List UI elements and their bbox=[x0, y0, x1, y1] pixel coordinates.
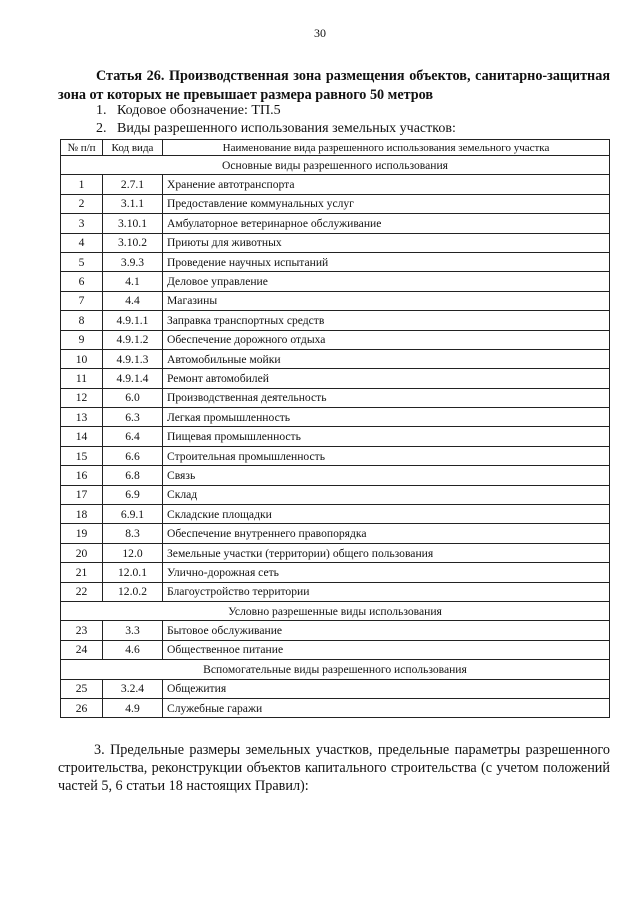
row-code: 12.0 bbox=[103, 543, 163, 562]
table-row bbox=[61, 621, 610, 640]
row-number: 8 bbox=[61, 311, 103, 330]
list-item bbox=[96, 103, 281, 119]
row-number: 6 bbox=[61, 272, 103, 291]
row-name: Служебные гаражи bbox=[163, 698, 610, 717]
table-row bbox=[61, 679, 610, 698]
row-code: 3.9.3 bbox=[103, 252, 163, 271]
row-code: 6.8 bbox=[103, 466, 163, 485]
table-row bbox=[61, 272, 610, 291]
row-code: 4.9.1.3 bbox=[103, 349, 163, 368]
table-row bbox=[61, 233, 610, 252]
paragraph-3: 3. Предельные размеры земельных участков, предельные параметры разрешенного строительства, реконструкции объектов капитального строительства (с учетом положений частей 5, 6 статьи 18 настоящих Правил): bbox=[58, 742, 610, 794]
row-code: 6.9 bbox=[103, 485, 163, 504]
section-title: Условно разрешенные виды использования bbox=[61, 601, 610, 620]
row-name: Заправка транспортных средств bbox=[163, 311, 610, 330]
row-number: 24 bbox=[61, 640, 103, 659]
row-number: 2 bbox=[61, 194, 103, 213]
table-row bbox=[61, 175, 610, 194]
page-number: 30 bbox=[314, 26, 326, 40]
row-name: Приюты для животных bbox=[163, 233, 610, 252]
row-name: Обеспечение внутреннего правопорядка bbox=[163, 524, 610, 543]
row-name: Благоустройство территории bbox=[163, 582, 610, 601]
row-number: 12 bbox=[61, 388, 103, 407]
row-name: Автомобильные мойки bbox=[163, 349, 610, 368]
header-name: Наименование вида разрешенного использования земельного участка bbox=[163, 140, 610, 156]
row-name: Улично-дорожная сеть bbox=[163, 563, 610, 582]
row-number: 25 bbox=[61, 679, 103, 698]
table-row bbox=[61, 194, 610, 213]
row-code: 4.9.1.1 bbox=[103, 311, 163, 330]
row-code: 3.1.1 bbox=[103, 194, 163, 213]
row-code: 6.3 bbox=[103, 408, 163, 427]
row-number: 23 bbox=[61, 621, 103, 640]
header-code: Код вида bbox=[103, 140, 163, 156]
row-name: Предоставление коммунальных услуг bbox=[163, 194, 610, 213]
row-code: 3.2.4 bbox=[103, 679, 163, 698]
row-code: 4.1 bbox=[103, 272, 163, 291]
table-row bbox=[61, 698, 610, 717]
table-row bbox=[61, 485, 610, 504]
list-item-number: 1. bbox=[96, 103, 107, 118]
table-row bbox=[61, 408, 610, 427]
row-number: 14 bbox=[61, 427, 103, 446]
table-row bbox=[61, 543, 610, 562]
row-name: Производственная деятельность bbox=[163, 388, 610, 407]
row-number: 22 bbox=[61, 582, 103, 601]
row-number: 1 bbox=[61, 175, 103, 194]
section-title: Основные виды разрешенного использования bbox=[61, 156, 610, 175]
table-row bbox=[61, 291, 610, 310]
row-name: Складские площадки bbox=[163, 505, 610, 524]
list-item-text: Виды разрешенного использования земельных участков: bbox=[117, 121, 456, 136]
row-code: 3.10.2 bbox=[103, 233, 163, 252]
row-number: 5 bbox=[61, 252, 103, 271]
row-code: 6.9.1 bbox=[103, 505, 163, 524]
row-name: Деловое управление bbox=[163, 272, 610, 291]
row-number: 11 bbox=[61, 369, 103, 388]
row-name: Связь bbox=[163, 466, 610, 485]
row-number: 17 bbox=[61, 485, 103, 504]
section-title: Вспомогательные виды разрешенного использования bbox=[61, 660, 610, 679]
row-name: Проведение научных испытаний bbox=[163, 252, 610, 271]
row-number: 21 bbox=[61, 563, 103, 582]
row-number: 19 bbox=[61, 524, 103, 543]
row-name: Общественное питание bbox=[163, 640, 610, 659]
row-number: 16 bbox=[61, 466, 103, 485]
row-number: 7 bbox=[61, 291, 103, 310]
row-name: Амбулаторное ветеринарное обслуживание bbox=[163, 214, 610, 233]
table-row bbox=[61, 505, 610, 524]
row-code: 12.0.2 bbox=[103, 582, 163, 601]
row-name: Склад bbox=[163, 485, 610, 504]
table-row bbox=[61, 640, 610, 659]
row-number: 15 bbox=[61, 446, 103, 465]
row-number: 26 bbox=[61, 698, 103, 717]
row-name: Магазины bbox=[163, 291, 610, 310]
row-code: 6.6 bbox=[103, 446, 163, 465]
table-row bbox=[61, 214, 610, 233]
table-row bbox=[61, 466, 610, 485]
section-row bbox=[61, 601, 610, 620]
row-name: Пищевая промышленность bbox=[163, 427, 610, 446]
row-number: 4 bbox=[61, 233, 103, 252]
list-item-number: 2. bbox=[96, 121, 107, 136]
row-code: 4.9.1.4 bbox=[103, 369, 163, 388]
row-name: Бытовое обслуживание bbox=[163, 621, 610, 640]
row-code: 4.4 bbox=[103, 291, 163, 310]
row-code: 3.3 bbox=[103, 621, 163, 640]
table-row bbox=[61, 563, 610, 582]
row-number: 18 bbox=[61, 505, 103, 524]
table-row bbox=[61, 252, 610, 271]
row-code: 4.6 bbox=[103, 640, 163, 659]
table-row bbox=[61, 369, 610, 388]
row-code: 3.10.1 bbox=[103, 214, 163, 233]
row-code: 4.9.1.2 bbox=[103, 330, 163, 349]
header-number: № п/п bbox=[61, 140, 103, 156]
row-number: 13 bbox=[61, 408, 103, 427]
row-code: 12.0.1 bbox=[103, 563, 163, 582]
table-row bbox=[61, 311, 610, 330]
row-number: 9 bbox=[61, 330, 103, 349]
row-number: 3 bbox=[61, 214, 103, 233]
row-code: 4.9 bbox=[103, 698, 163, 717]
article-heading: Статья 26. Производственная зона размещения объектов, санитарно-защитная зона от которых не превышает размера равного 50 метров bbox=[58, 68, 610, 103]
table-row bbox=[61, 427, 610, 446]
list-item bbox=[96, 121, 456, 137]
row-number: 20 bbox=[61, 543, 103, 562]
table-row bbox=[61, 524, 610, 543]
section-row bbox=[61, 660, 610, 679]
table-row bbox=[61, 582, 610, 601]
table-row bbox=[61, 388, 610, 407]
row-name: Обеспечение дорожного отдыха bbox=[163, 330, 610, 349]
row-name: Легкая промышленность bbox=[163, 408, 610, 427]
row-name: Хранение автотранспорта bbox=[163, 175, 610, 194]
row-name: Строительная промышленность bbox=[163, 446, 610, 465]
list-item-text: Кодовое обозначение: ТП.5 bbox=[117, 103, 281, 118]
row-name: Ремонт автомобилей bbox=[163, 369, 610, 388]
row-name: Общежития bbox=[163, 679, 610, 698]
row-name: Земельные участки (территории) общего пользования bbox=[163, 543, 610, 562]
land-use-table bbox=[60, 139, 610, 718]
table-row bbox=[61, 446, 610, 465]
row-number: 10 bbox=[61, 349, 103, 368]
table-row bbox=[61, 330, 610, 349]
table-row bbox=[61, 349, 610, 368]
section-row bbox=[61, 156, 610, 175]
row-code: 6.0 bbox=[103, 388, 163, 407]
row-code: 2.7.1 bbox=[103, 175, 163, 194]
row-code: 6.4 bbox=[103, 427, 163, 446]
table-header-row bbox=[61, 140, 610, 156]
row-code: 8.3 bbox=[103, 524, 163, 543]
